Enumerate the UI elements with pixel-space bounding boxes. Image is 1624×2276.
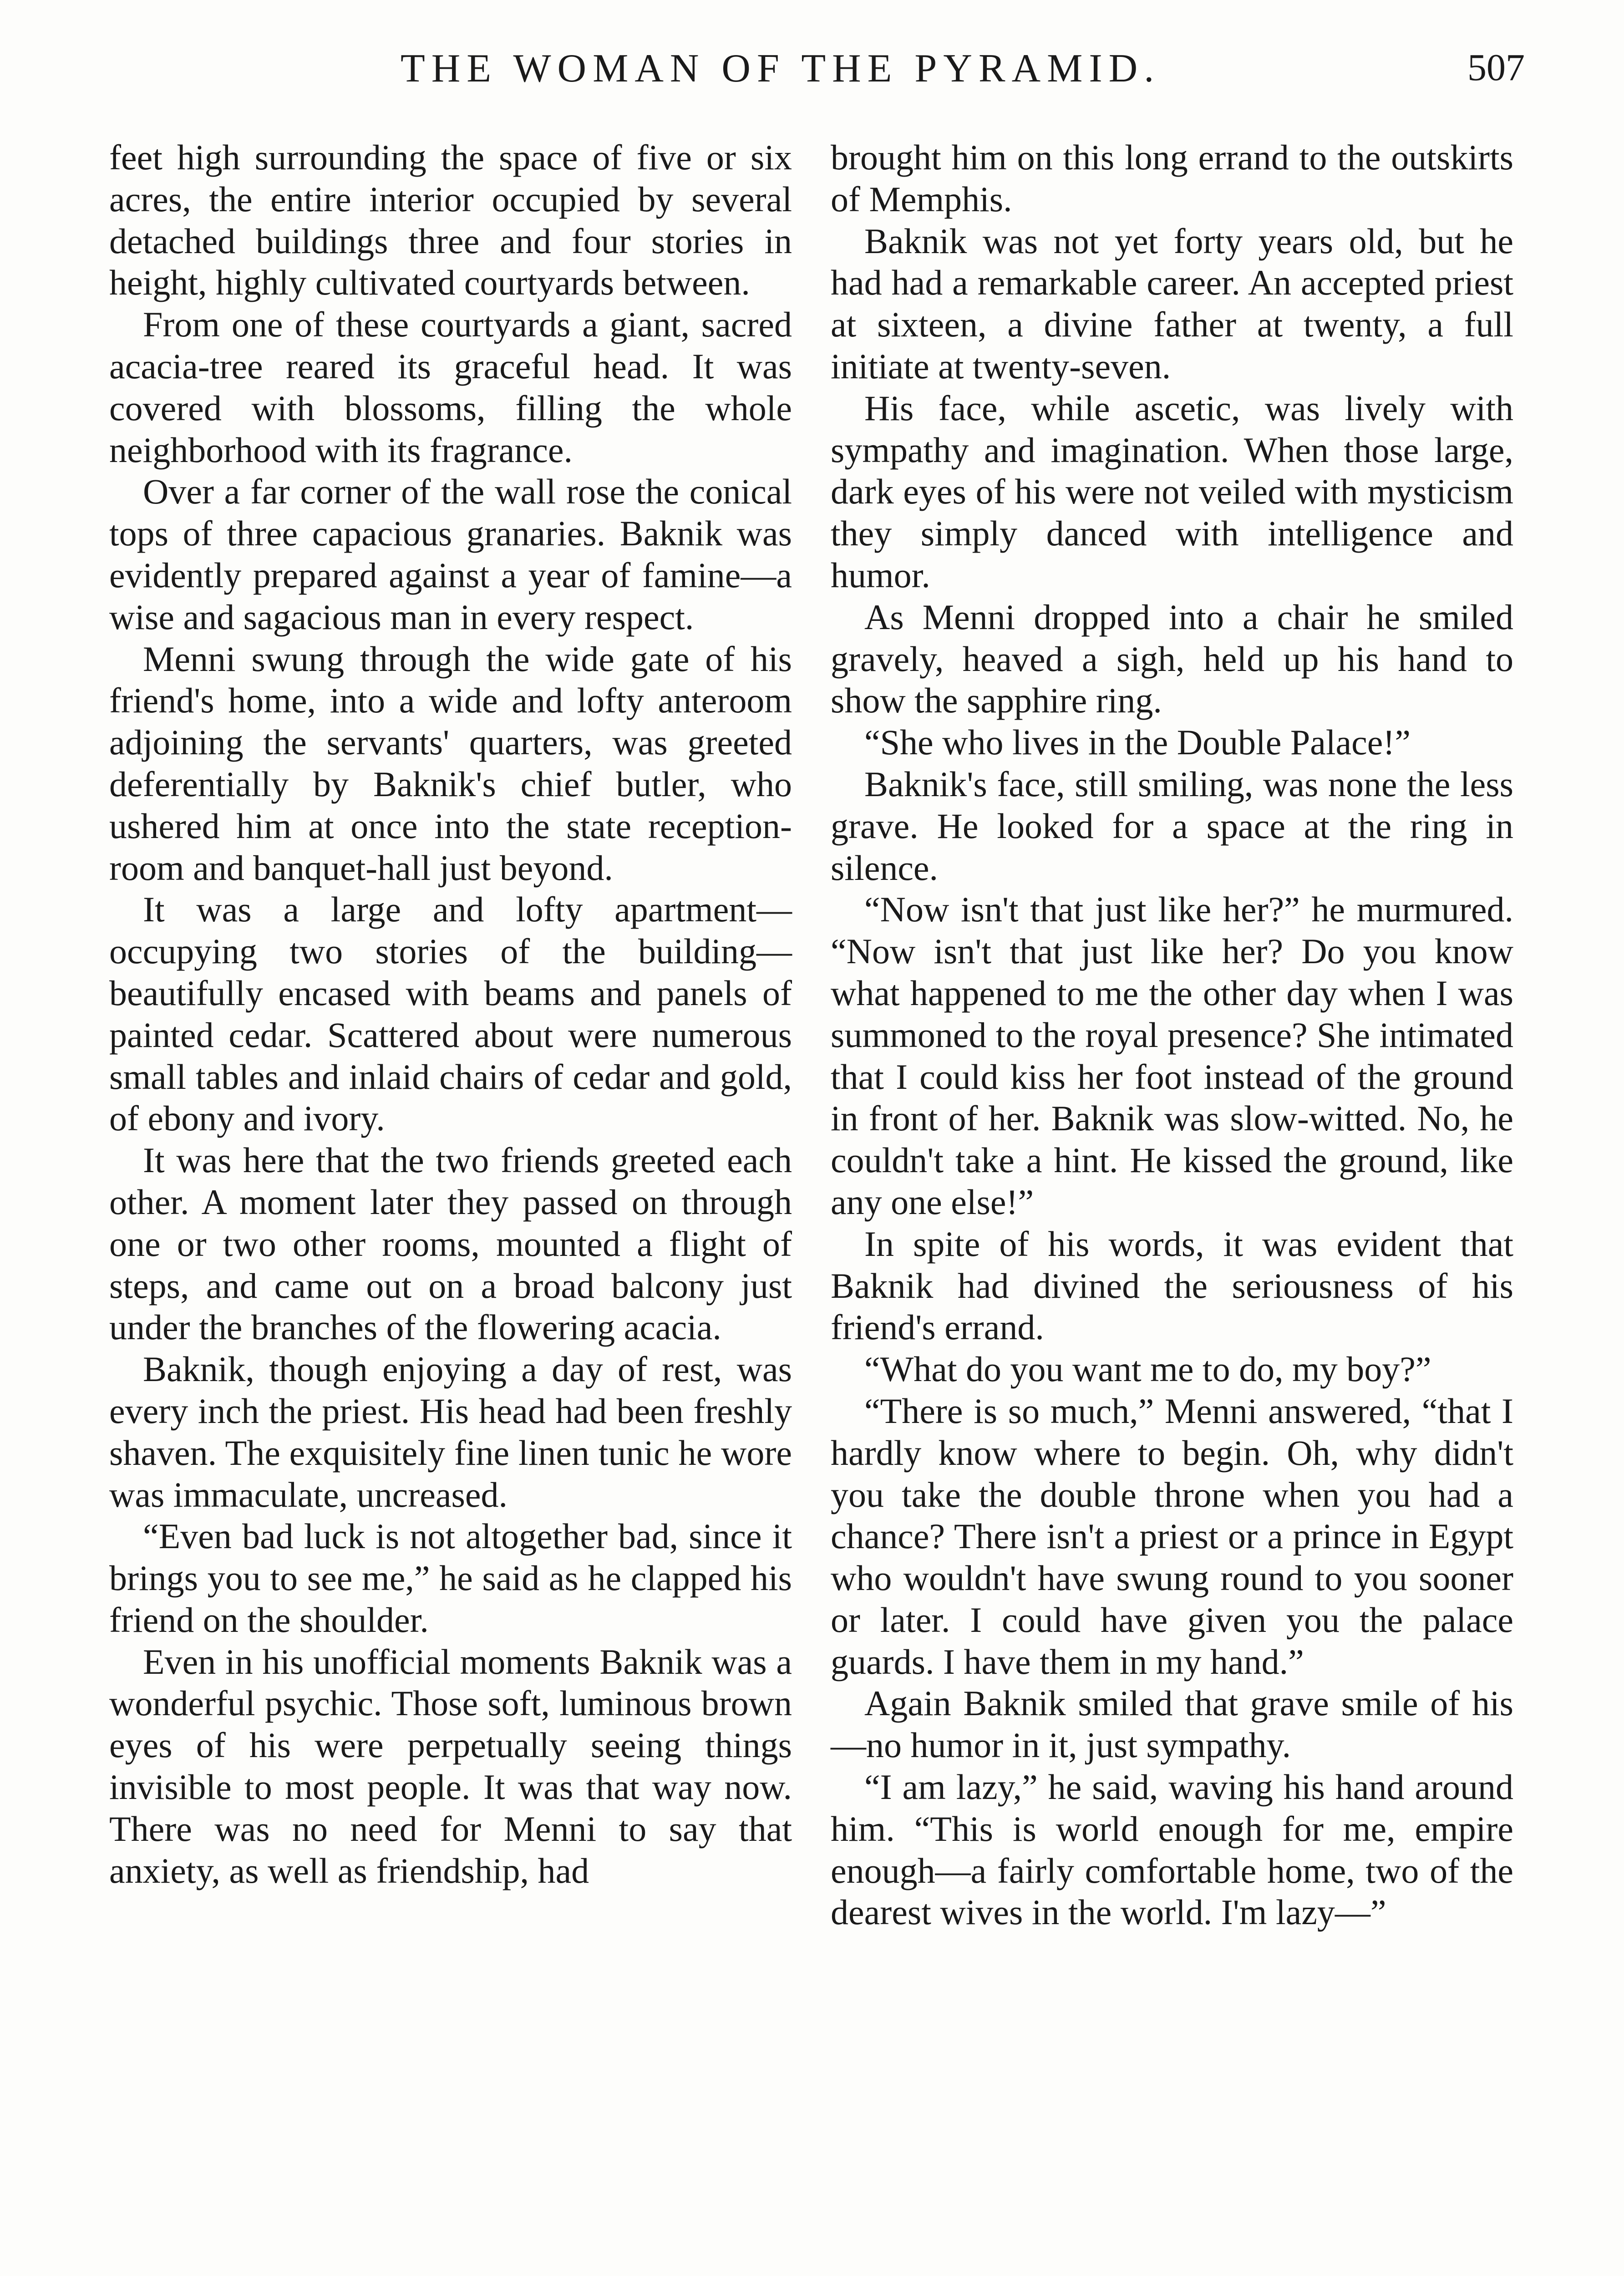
- paragraph: feet high surrounding the space of five or six acres, the entire interior occupied by several detached buildings three and four stories in height, highly cultivated courtyards between.: [109, 137, 792, 303]
- paragraph: It was here that the two friends greeted each other. A moment later they passed on through one or two other rooms, mounted a flight of steps, and came out on a broad balcony just under the branches of the flowering acacia.: [109, 1140, 792, 1347]
- paragraph: Even in his unofficial moments Baknik was a wonderful psychic. Those soft, luminous brown eyes of his were perpetually seeing things invisible to most people. It was that way now. There was no need for Menni to say that anxiety, as well as friendship, had: [109, 1641, 792, 1890]
- paragraph: Again Baknik smiled that grave smile of his—no humor in it, just sympathy.: [831, 1683, 1513, 1765]
- paragraph: “She who lives in the Double Palace!”: [864, 722, 1411, 762]
- right-column: [831, 137, 1513, 1933]
- paragraph: In spite of his words, it was evident that Baknik had divined the seriousness of his friend's errand.: [831, 1224, 1513, 1347]
- running-title: THE WOMAN OF THE PYRAMID.: [401, 46, 1161, 91]
- page-header: [109, 46, 1525, 96]
- paragraph: Over a far corner of the wall rose the conical tops of three capacious granaries. Baknik was evidently prepared against a year of famine—a wise and sagacious man in every respect.: [109, 472, 792, 637]
- paragraph: His face, while ascetic, was lively with sympathy and imagination. When those large, dark eyes of his were not veiled with mysticism they simply danced with intelligence and humor.: [831, 388, 1513, 595]
- paragraph: Baknik's face, still smiling, was none the less grave. He looked for a space at the ring in silence.: [831, 764, 1513, 888]
- paragraph: Baknik was not yet forty years old, but he had had a remarkable career. An accepted priest at sixteen, a divine father at twenty, a full initiate at twenty-seven.: [831, 221, 1513, 386]
- paragraph: From one of these courtyards a giant, sacred acacia-tree reared its graceful head. It was covered with blossoms, filling the whole neighborhood with its fragrance.: [109, 305, 792, 470]
- page-number: 507: [1467, 46, 1525, 89]
- paragraph: Baknik, though enjoying a day of rest, was every inch the priest. His head had been freshly shaven. The exquisitely fine linen tunic he wore was immaculate, uncreased.: [109, 1349, 792, 1514]
- paragraph: “What do you want me to do, my boy?”: [864, 1349, 1431, 1389]
- paragraph: “I am lazy,” he said, waving his hand around him. “This is world enough for me, empire enough—a fairly comfortable home, two of the dearest wives in the world. I'm lazy—”: [831, 1767, 1513, 1932]
- left-column: [109, 137, 792, 1891]
- paragraph: “Even bad luck is not altogether bad, since it brings you to see me,” he said as he clapped his friend on the shoulder.: [109, 1516, 792, 1640]
- paragraph: “There is so much,” Menni answered, “that I hardly know where to begin. Oh, why didn't you take the double throne when you had a chance? There isn't a priest or a prince in Egypt who wouldn't have swung round to you sooner or later. I could have given you the palace guards. I have them in my hand.”: [831, 1391, 1513, 1682]
- paragraph: brought him on this long errand to the outskirts of Memphis.: [831, 137, 1513, 219]
- paragraph: Menni swung through the wide gate of his friend's home, into a wide and lofty anteroom adjoining the servants' quarters, was greeted deferentially by Baknik's chief butler, who ushered him at once into the state reception-room and banquet-hall just beyond.: [109, 639, 792, 888]
- paragraph: It was a large and lofty apartment—occupying two stories of the building—beautifully encased with beams and panels of painted cedar. Scattered about were numerous small tables and inlaid chairs of cedar and gold, of ebony and ivory.: [109, 889, 792, 1138]
- paragraph: “Now isn't that just like her?” he murmured. “Now isn't that just like her? Do you know what happened to me the other day when I was summoned to the royal presence? She intimated that I could kiss her foot instead of the ground in front of her. Baknik was slow-witted. No, he couldn't take a hint. He kissed the ground, like any one else!”: [831, 889, 1513, 1222]
- paragraph: As Menni dropped into a chair he smiled gravely, heaved a sigh, held up his hand to show the sapphire ring.: [831, 597, 1513, 721]
